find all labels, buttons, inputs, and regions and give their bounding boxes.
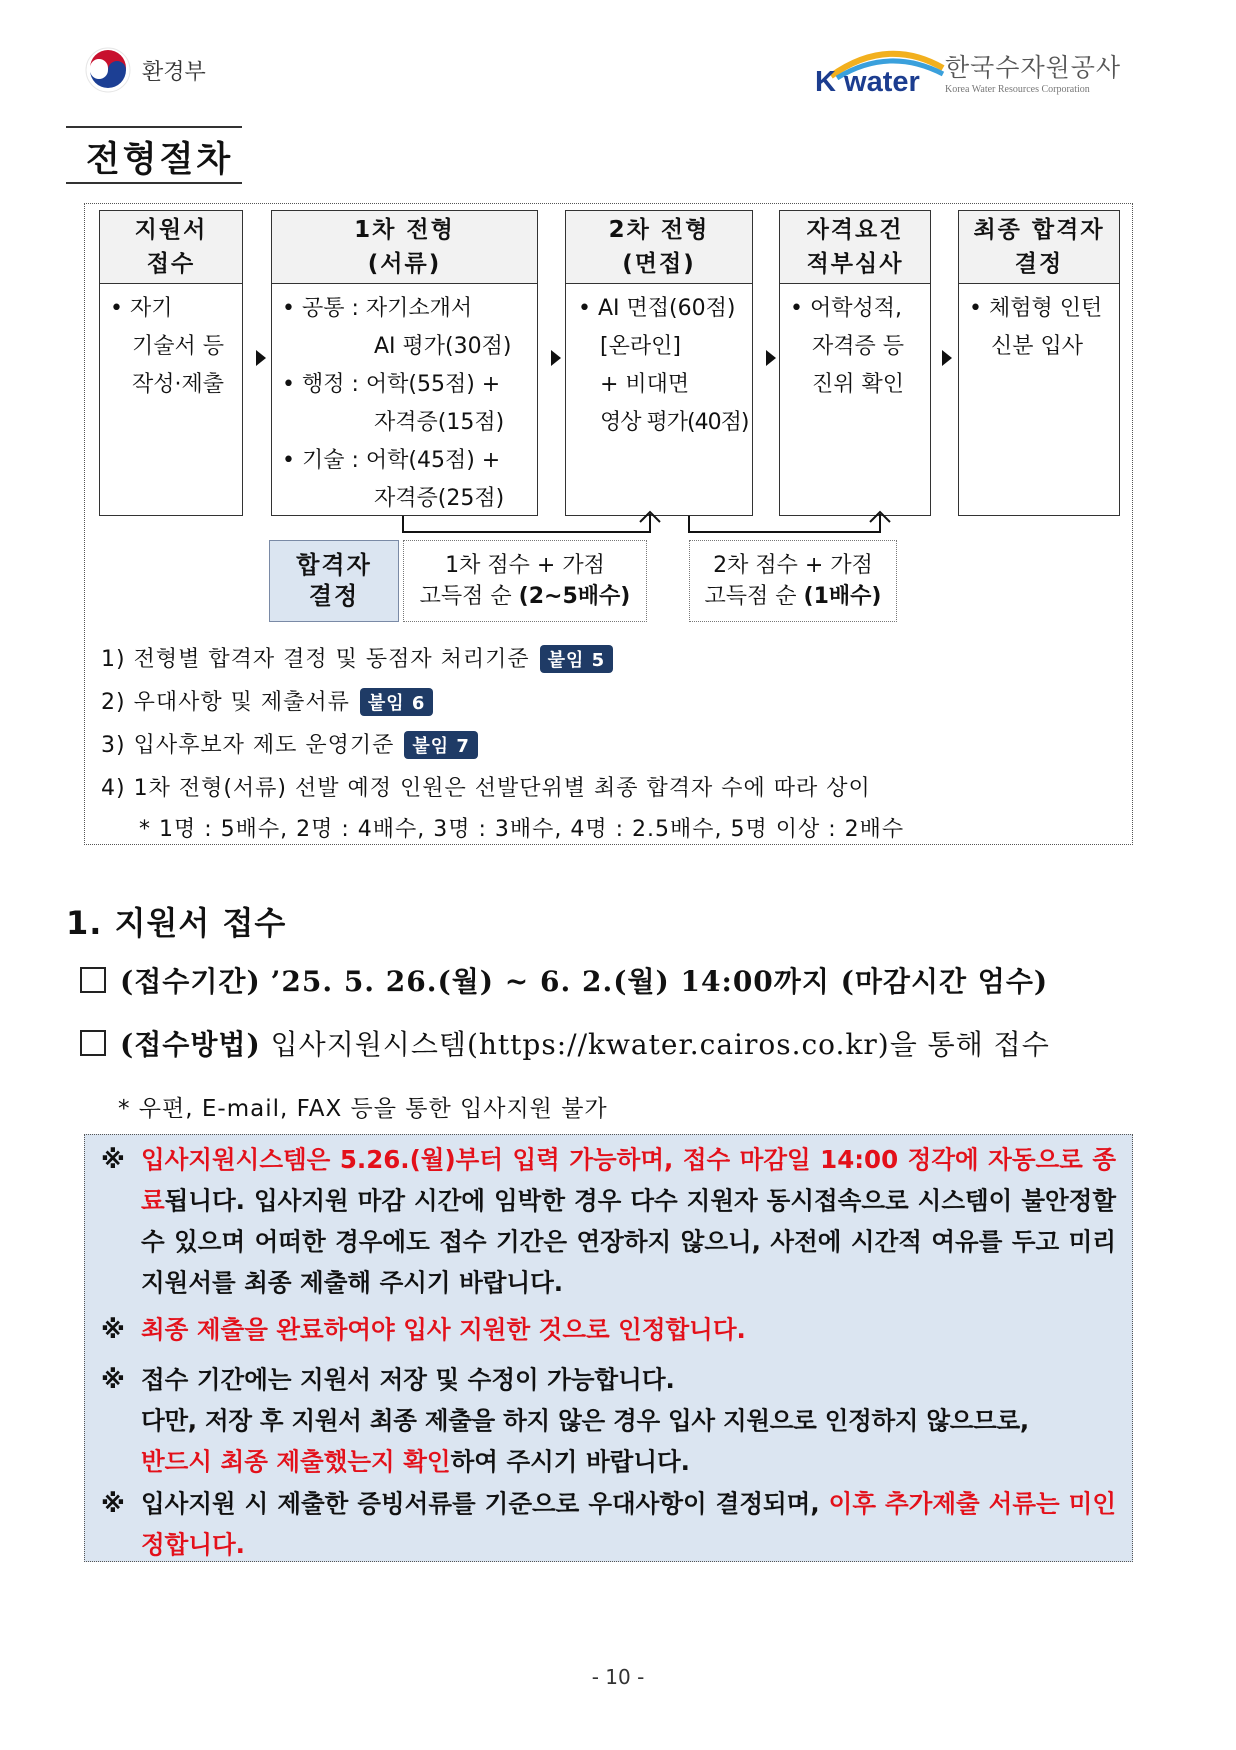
- notice-item: [85, 1139, 1132, 1303]
- stage-interview: [565, 210, 753, 516]
- stage-line: • 공통 : 자기소개서: [282, 296, 473, 321]
- stage-header: [272, 211, 537, 284]
- note-item: 3) 입사후보자 제도 운영기준 붙임 7: [101, 728, 478, 759]
- criterion-text: 고득점 순: [419, 584, 519, 609]
- stage-line: 자격증(15점): [374, 410, 505, 435]
- stage-line: + 비대면: [600, 372, 690, 397]
- note-item: 2) 우대사항 및 제출서류 붙임 6: [101, 685, 433, 716]
- stage-line: 자격증 등: [812, 334, 905, 359]
- pass-decision-label: [269, 540, 399, 622]
- criterion-text: 1차 점수 + 가점: [445, 553, 605, 578]
- checkbox-bullet-icon: [80, 1030, 106, 1056]
- first-stage-criterion: [403, 540, 647, 622]
- notice-highlight: 이후 추가제출 서류는 미인정합니다.: [141, 1489, 1116, 1559]
- notice-item: [85, 1309, 1132, 1350]
- stage-line: • AI 면접(60점): [578, 296, 736, 321]
- item-label: (접수기간): [120, 965, 261, 998]
- stage-line: 진위 확인: [812, 372, 905, 397]
- ministry-logo: [84, 44, 234, 96]
- stage-line: 신분 입사: [991, 334, 1084, 359]
- notice-item: [85, 1483, 1132, 1565]
- stage-application: [99, 210, 243, 516]
- connector-lines: [85, 504, 1132, 544]
- reference-mark-icon: ※: [101, 1145, 125, 1174]
- note-item: 4) 1차 전형(서류) 선발 예정 인원은 선발단위별 최종 합격자 수에 따라 상이: [101, 776, 871, 801]
- stage-title: 1차 전형: [354, 217, 455, 243]
- stage-line: • 체험형 인턴: [969, 296, 1103, 321]
- note-sub-item: * 1명 : 5배수, 2명 : 4배수, 3명 : 3배수, 4명 : 2.5배수, 5명 이상 : 2배수: [139, 817, 905, 842]
- section-1-title: 1. 지원서 접수: [66, 904, 287, 942]
- stage-body: [272, 284, 537, 524]
- stage-title: (서류): [367, 251, 442, 277]
- stage-line: • 행정 : 어학(55점) +: [282, 372, 501, 397]
- notice-text: 접수 기간에는 지원서 저장 및 수정이 가능합니다.: [141, 1365, 675, 1394]
- arrow-right-icon: [551, 350, 561, 366]
- note-item: 1) 전형별 합격자 결정 및 동점자 처리기준 붙임 5: [101, 642, 613, 673]
- notice-text: 다만, 저장 후 지원서 최종 제출을 하지 않은 경우 입사 지원으로 인정하지 않으므로,: [141, 1406, 1029, 1435]
- stage-line: [온라인]: [600, 334, 681, 359]
- ministry-name: 환경부: [142, 59, 206, 85]
- notice-highlight: 최종 제출을 완료하여야 입사 지원한 것으로 인정합니다.: [141, 1315, 746, 1344]
- section-title: 전형절차: [86, 140, 234, 180]
- pass-label-text: 합격자: [296, 551, 372, 579]
- stage-line: • 자기: [110, 296, 173, 321]
- second-stage-criterion: [689, 540, 897, 622]
- notice-text: 됩니다. 입사지원 마감 시간에 임박한 경우 다수 지원자 동시접속으로 시스템이 불안정할 수 있으며 어떠한 경우에도 접수 기간은 연장하지 않으니, 사전에 시간적 여유를 두고 미리 지원서를 최종 제출해 주시기 바랍니다.: [141, 1186, 1116, 1297]
- stage-line: • 기술 : 어학(45점) +: [282, 448, 501, 473]
- taeguk-emblem-icon: [84, 46, 132, 94]
- stage-header: [566, 211, 752, 284]
- kwater-logo: [815, 40, 1145, 100]
- pass-label-text: 결정: [308, 582, 360, 610]
- stage-line: 기술서 등: [132, 334, 225, 359]
- stage-title: 지원서: [134, 217, 208, 243]
- section-title-frame: [66, 126, 242, 184]
- notice-highlight: 반드시 최종 제출했는지 확인: [141, 1447, 451, 1476]
- stage-header: [100, 211, 242, 284]
- arrow-right-icon: [766, 350, 776, 366]
- criterion-text: 2차 점수 + 가점: [713, 553, 873, 578]
- notice-box: [84, 1134, 1133, 1562]
- page-number: - 10 -: [591, 1665, 645, 1689]
- stage-title: 적부심사: [806, 251, 904, 277]
- stage-line: 작성·제출: [132, 372, 225, 397]
- stage-header: [959, 211, 1119, 284]
- stage-line: 영상 평가(40점): [600, 410, 749, 435]
- item-label: (접수방법): [120, 1028, 261, 1061]
- stage-title: 2차 전형: [608, 217, 710, 243]
- attachment-badge: 붙임 7: [404, 731, 478, 759]
- criterion-multiple: (2~5배수): [518, 584, 631, 609]
- stage-document-screening: [271, 210, 538, 516]
- application-method-note: * 우편, E-mail, FAX 등을 통한 입사지원 불가: [118, 1096, 608, 1122]
- attachment-badge: 붙임 6: [360, 688, 434, 716]
- stage-qualification-review: [779, 210, 931, 516]
- reference-mark-icon: ※: [101, 1315, 125, 1344]
- checkbox-bullet-icon: [80, 967, 106, 993]
- stage-body: [780, 284, 930, 410]
- criterion-multiple: (1배수): [803, 584, 882, 609]
- stage-title: (면접): [622, 251, 696, 277]
- item-value: 입사지원시스템(https://kwater.cairos.co.kr)을 통해 접수: [270, 1028, 1050, 1061]
- reference-mark-icon: ※: [101, 1489, 125, 1518]
- notice-text: 입사지원 시 제출한 증빙서류를 기준으로 우대사항이 결정되며,: [141, 1489, 829, 1518]
- org-name-korean: 한국수자원공사: [945, 53, 1122, 82]
- notice-text: 하여 주시기 바랍니다.: [450, 1447, 690, 1476]
- reference-mark-icon: ※: [101, 1365, 125, 1394]
- stage-header: [780, 211, 930, 284]
- notice-highlight: 입사지원시스템은 5.26.(월)부터 입력 가능하며, 접수 마감일 14:00 정각에 자동으로 종료: [141, 1145, 1116, 1215]
- kwater-wordmark: K water: [815, 66, 920, 98]
- stage-title: 자격요건: [806, 217, 904, 243]
- stage-final-decision: [958, 210, 1120, 516]
- stage-body: [566, 284, 752, 448]
- selection-process-diagram: [84, 203, 1133, 845]
- application-period: [80, 960, 1048, 1000]
- stage-line: AI 평가(30점): [374, 334, 512, 359]
- arrow-right-icon: [942, 350, 952, 366]
- stage-title: 결정: [1014, 251, 1064, 277]
- stage-title: 접수: [146, 251, 196, 277]
- stage-body: [100, 284, 242, 410]
- org-name-english: Korea Water Resources Corporation: [945, 84, 1090, 95]
- item-value: ’25. 5. 26.(월) ~ 6. 2.(월) 14:00까지 (마감시간 엄수): [270, 965, 1049, 998]
- criterion-text: 고득점 순: [704, 584, 804, 609]
- stage-line: • 어학성적,: [790, 296, 902, 321]
- application-method: [80, 1023, 1050, 1063]
- attachment-badge: 붙임 5: [540, 645, 614, 673]
- stage-title: 최종 합격자: [973, 217, 1105, 243]
- notice-item: [85, 1359, 1132, 1483]
- stage-line: 자격증(25점): [374, 486, 505, 511]
- stage-body: [959, 284, 1119, 372]
- arrow-right-icon: [256, 350, 266, 366]
